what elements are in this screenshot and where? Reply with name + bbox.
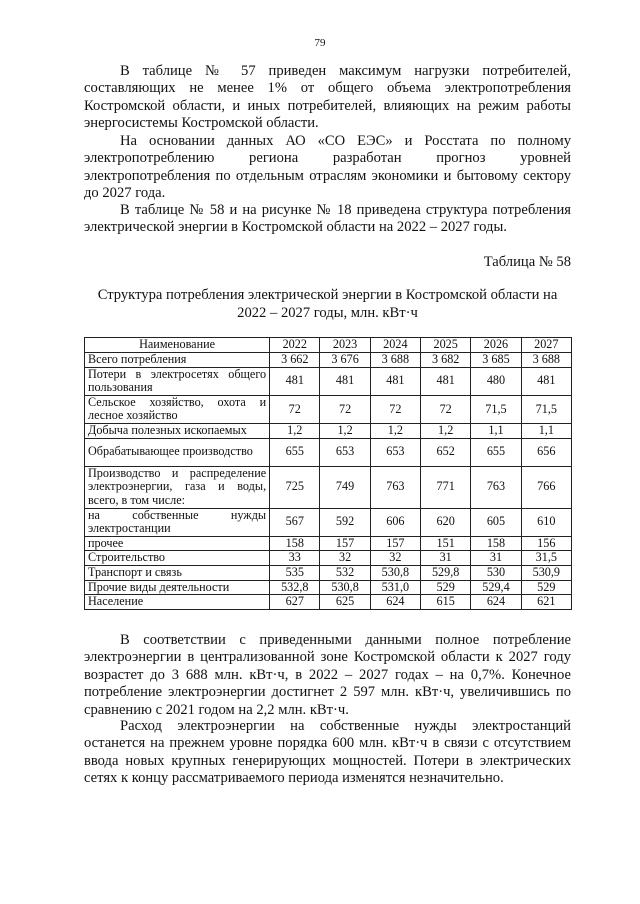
value-cell: 3 662	[270, 353, 320, 368]
value-cell: 627	[270, 595, 320, 610]
value-cell: 158	[270, 536, 320, 551]
table-row	[85, 423, 572, 438]
paragraph-table58-intro: В таблице № 58 и на рисунке № 18 приведена структура потребления электрической энергии в Костромской области на 2022 – 2027 годы.	[84, 202, 571, 236]
value-cell: 481	[320, 367, 370, 395]
value-cell: 1,2	[421, 423, 471, 438]
table-row	[85, 580, 572, 595]
value-cell: 656	[521, 438, 571, 466]
value-cell: 655	[471, 438, 521, 466]
row-name-cell: Обрабатывающее производство	[85, 438, 270, 466]
column-header-year: 2027	[521, 338, 571, 353]
value-cell: 72	[421, 395, 471, 423]
value-cell: 1,2	[270, 423, 320, 438]
value-cell: 71,5	[521, 395, 571, 423]
value-cell: 481	[270, 367, 320, 395]
column-header-year: 2026	[471, 338, 521, 353]
value-cell: 653	[370, 438, 420, 466]
row-name-cell: Строительство	[85, 551, 270, 566]
value-cell: 1,1	[521, 423, 571, 438]
value-cell: 592	[320, 508, 370, 536]
column-header-year: 2024	[370, 338, 420, 353]
row-name-cell: Сельское хозяйство, охота и лесное хозяйство	[85, 395, 270, 423]
table-title: Структура потребления электрической энергии в Костромской области на 2022 – 2027 годы, млн. кВт·ч	[97, 287, 558, 321]
value-cell: 766	[521, 466, 571, 508]
table-row	[85, 551, 572, 566]
value-cell: 624	[471, 595, 521, 610]
value-cell: 156	[521, 536, 571, 551]
value-cell: 529	[521, 580, 571, 595]
table-row	[85, 565, 572, 580]
value-cell: 31	[421, 551, 471, 566]
paragraph-forecast-basis: На основании данных АО «СО ЕЭС» и Росстата по полному электропотреблению региона разработан прогноз уровней электропотребления по отдельным отраслям экономики и бытовому сектору до 2027 года.	[84, 133, 571, 202]
table-body	[85, 353, 572, 610]
value-cell: 605	[471, 508, 521, 536]
value-cell: 535	[270, 565, 320, 580]
column-header-year: 2023	[320, 338, 370, 353]
table-label: Таблица № 58	[483, 254, 571, 270]
table-row	[85, 367, 572, 395]
value-cell: 529	[421, 580, 471, 595]
value-cell: 531,0	[370, 580, 420, 595]
value-cell: 32	[370, 551, 420, 566]
row-name-cell: Потери в электросетях общего пользования	[85, 367, 270, 395]
value-cell: 652	[421, 438, 471, 466]
row-name-cell: Всего потребления	[85, 353, 270, 368]
column-header-year: 2025	[421, 338, 471, 353]
value-cell: 481	[370, 367, 420, 395]
value-cell: 725	[270, 466, 320, 508]
value-cell: 1,1	[471, 423, 521, 438]
value-cell: 624	[370, 595, 420, 610]
value-cell: 481	[521, 367, 571, 395]
value-cell: 1,2	[370, 423, 420, 438]
row-name-cell: Прочие виды деятельности	[85, 580, 270, 595]
paragraph-table57-intro: В таблице № 57 приведен максимум нагрузки потребителей, составляющих не менее 1% от общего объема электропотребления Костромской области, и иных потребителей, влияющих на режим работы энергосистемы Костромской области.	[84, 63, 571, 132]
value-cell: 532	[320, 565, 370, 580]
value-cell: 529,8	[421, 565, 471, 580]
value-cell: 606	[370, 508, 420, 536]
value-cell: 31,5	[521, 551, 571, 566]
value-cell: 530,8	[320, 580, 370, 595]
value-cell: 157	[320, 536, 370, 551]
page-number: 79	[314, 37, 326, 49]
value-cell: 157	[370, 536, 420, 551]
table-row	[85, 353, 572, 368]
value-cell: 763	[471, 466, 521, 508]
column-header-year: 2022	[270, 338, 320, 353]
value-cell: 653	[320, 438, 370, 466]
row-name-cell: Транспорт и связь	[85, 565, 270, 580]
value-cell: 31	[471, 551, 521, 566]
table-row	[85, 536, 572, 551]
row-name-cell: Население	[85, 595, 270, 610]
value-cell: 481	[421, 367, 471, 395]
value-cell: 3 688	[521, 353, 571, 368]
value-cell: 72	[370, 395, 420, 423]
value-cell: 530,9	[521, 565, 571, 580]
table-row	[85, 508, 572, 536]
value-cell: 71,5	[471, 395, 521, 423]
value-cell: 749	[320, 466, 370, 508]
value-cell: 771	[421, 466, 471, 508]
value-cell: 32	[320, 551, 370, 566]
value-cell: 655	[270, 438, 320, 466]
value-cell: 529,4	[471, 580, 521, 595]
value-cell: 151	[421, 536, 471, 551]
consumption-structure-table	[84, 337, 572, 610]
row-name-cell: на собственные нужды электростанции	[85, 508, 270, 536]
column-header-name: Наименование	[85, 338, 270, 353]
value-cell: 1,2	[320, 423, 370, 438]
value-cell: 763	[370, 466, 420, 508]
value-cell: 72	[270, 395, 320, 423]
row-name-cell: Добыча полезных ископаемых	[85, 423, 270, 438]
value-cell: 625	[320, 595, 370, 610]
table-row	[85, 438, 572, 466]
value-cell: 72	[320, 395, 370, 423]
value-cell: 615	[421, 595, 471, 610]
value-cell: 530	[471, 565, 521, 580]
value-cell: 532,8	[270, 580, 320, 595]
value-cell: 610	[521, 508, 571, 536]
table-row	[85, 595, 572, 610]
value-cell: 33	[270, 551, 320, 566]
value-cell: 3 682	[421, 353, 471, 368]
value-cell: 3 685	[471, 353, 521, 368]
value-cell: 567	[270, 508, 320, 536]
value-cell: 480	[471, 367, 521, 395]
row-name-cell: Производство и распределение электроэнергии, газа и воды, всего, в том числе:	[85, 466, 270, 508]
table-header-row	[85, 338, 572, 353]
table-row	[85, 395, 572, 423]
value-cell: 530,8	[370, 565, 420, 580]
paragraph-total-consumption: В соответствии с приведенными данными полное потребление электроэнергии в централизованной зоне Костромской области к 2027 году возрастет до 3 688 млн. кВт·ч, в 2022 – 2027 годах – на 0,7%. Конечное потребление электроэнергии достигнет 2 597 млн. кВт·ч, увеличившись по сравнению с 2021 годом на 2,2 млн. кВт·ч.	[84, 632, 571, 718]
paragraph-own-needs: Расход электроэнергии на собственные нужды электростанций останется на прежнем уровне порядка 600 млн. кВт·ч в связи с отсутствием ввода новых крупных генерирующих мощностей. Потери в электрических сетях к концу рассматриваемого периода изменятся незначительно.	[84, 718, 571, 787]
value-cell: 158	[471, 536, 521, 551]
value-cell: 3 676	[320, 353, 370, 368]
row-name-cell: прочее	[85, 536, 270, 551]
value-cell: 3 688	[370, 353, 420, 368]
value-cell: 620	[421, 508, 471, 536]
value-cell: 621	[521, 595, 571, 610]
table-row	[85, 466, 572, 508]
